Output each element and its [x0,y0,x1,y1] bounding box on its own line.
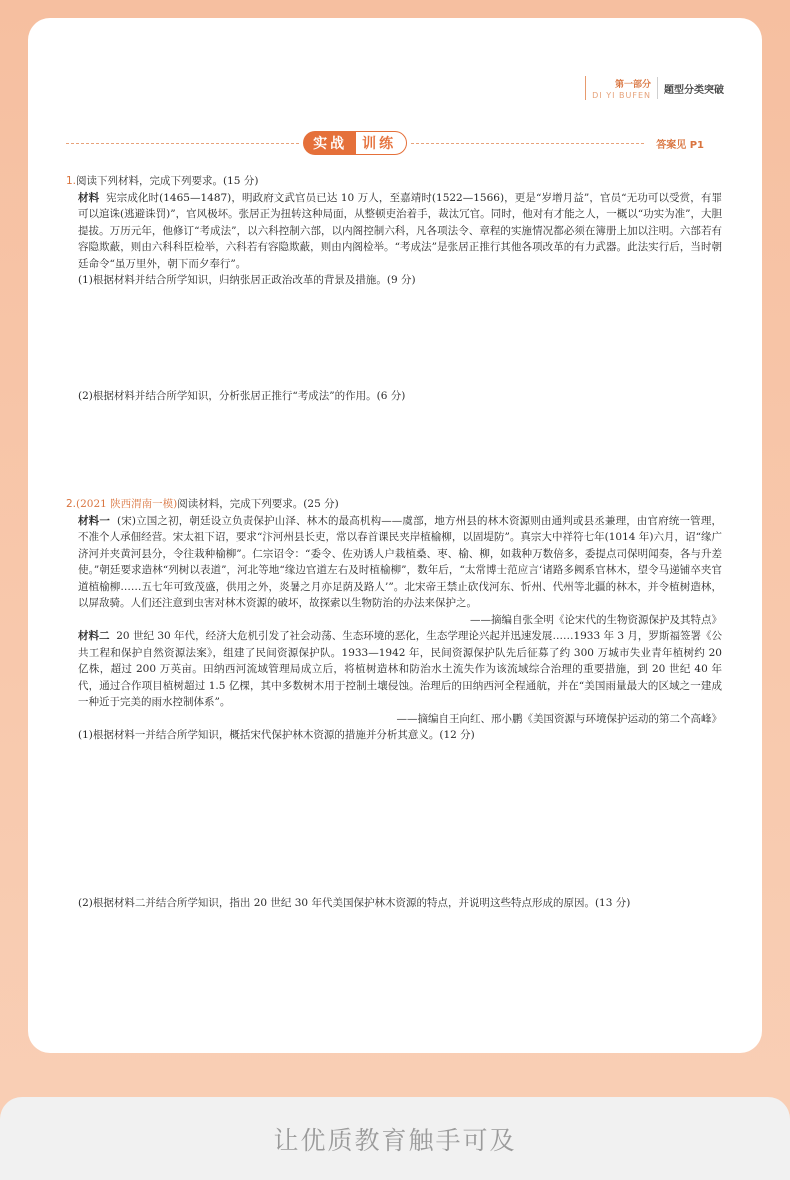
question-2-stem-line [66,496,722,513]
question-1 [66,173,722,289]
question-2-number: 2. [66,498,77,510]
part-label-en: DI YI BUFEN [592,90,651,100]
question-1-stem-line [66,173,722,190]
practice-badge [303,131,407,155]
footer-banner [0,1097,790,1180]
material-1-text: (宋)立国之初，朝廷设立负责保护山泽、林木的最高机构——虞部，地方州县的林木资源则由通判或县丞兼理，由官府统一管理，不准个人承佃经营。宋太祖下诏，要求“汴河州县长吏，常以春首课民夹岸植榆柳，以固堤防”。真宗大中祥符七年(1014 年)六月，诏“缘广济河并夹黄河县分，令往栽种榆柳”。仁宗诏令：“委令、佐劝诱人户栽植桑、枣、榆、柳，如栽种万数倍多，委提点司保明闻奏，各与升差使。”朝廷要求造林“列树以表道”，河北等地“缘边官道左右及时植榆柳”，数年后，“太常博士范应言‘诸路多阙系官林木，望令马递铺卒夹官道植榆柳……五七年可致茂盛，供用之外，炎暑之月亦足荫及路人’”。北宋帝王禁止砍伐河东、忻州、代州等北疆的林木，并令植树造林，以屏敌骑。人们还注意到虫害对林木资源的破坏，故探索以生物防治的办法来保护之。 [78,514,722,609]
page-header [585,73,724,103]
question-2-part-2 [66,895,722,912]
practice-title-row [66,131,704,155]
question-2-sub-2: (2)根据材料二并结合所学知识，指出 20 世纪 30 年代美国保护林木资源的特点，并说明这些特点形成的原因。(13 分) [78,897,631,909]
dashed-line-left [66,143,299,144]
material-text: 宪宗成化时(1465—1487)，明政府文武官员已达 10 万人，至嘉靖时(1522—1566)，更是“岁增月益”，官员“无功可以受赏，有罪可以逭诛(逃避诛罚)”，官风极坏。张居正为扭转这种局面，从整顿吏治着手，裁汰冗官。同时，他对有才能之人，一概以“功实为准”，大胆提拔。万历元年，他修订“考成法”，以六科控制六部，以内阁控制六科，凡各项法令、章程的实施情况都必须在簿册上加以注明。六部若有容隐欺蔽，则由六科科臣检举，六科若有容隐欺蔽，则由内阁检举。“考成法”是张居正推行其他各项改革的有力武器。此法实行后，当时朝廷命令“虽万里外，朝下而夕奉行”。 [78,191,722,270]
dashed-line-right [411,143,644,144]
question-2-material-1 [66,513,722,612]
header-divider [585,76,586,100]
answer-reference: 答案见 P1 [656,139,704,151]
part-label [592,77,651,100]
badge-part-b: 训练 [355,131,407,155]
section-title: 题型分类突破 [664,84,724,96]
material-1-citation: ——摘编自张全明《论宋代的生物资源保护及其特点》 [470,613,722,626]
paper-page [28,18,762,1053]
material-label: 材料 [78,191,100,204]
question-2-sub-1: (1)根据材料一并结合所学知识，概括宋代保护林木资源的措施并分析其意义。(12 分) [78,729,475,741]
question-1-number: 1. [66,175,77,187]
question-2-material-2 [66,628,722,711]
question-1-sub-1: (1)根据材料并结合所学知识，归纳张居正政治改革的背景及措施。(9 分) [78,274,416,286]
question-1-material [66,190,722,273]
question-2-source: (2021 陕西渭南一模) [76,498,178,510]
question-1-sub-2: (2)根据材料并结合所学知识，分析张居正推行“考成法”的作用。(6 分) [78,390,406,402]
badge-part-a: 实战 [303,131,355,155]
question-2-stem: 阅读材料，完成下列要求。(25 分) [177,498,339,510]
footer-slogan: 让优质教育触手可及 [273,1125,517,1155]
part-label-cn: 第一部分 [614,79,651,90]
header-divider-2 [657,77,658,99]
question-2 [66,496,722,744]
question-1-part-2 [66,388,722,405]
question-1-stem: 阅读下列材料，完成下列要求。(15 分) [76,175,259,187]
material-1-label: 材料一 [78,514,110,527]
material-2-citation: ——摘编自王向红、邢小鹏《美国资源与环境保护运动的第二个高峰》 [396,712,722,725]
material-2-label: 材料二 [78,630,110,642]
material-2-text: 20 世纪 30 年代，经济大危机引发了社会动荡、生态环境的恶化，生态学理论兴起并迅速发展……1933 年 3 月，罗斯福签署《公共工程和保护自然资源法案》，组建了民间资源保护队。1933—1942 年，民间资源保护队先后征募了约 300 万城市失业青年植树约 20 亿株，超过 200 万英亩。田纳西河流域管理局成立后，将植树造林和防治水土流失作为该流域综合治理的重要措施，到 20 世纪 40 年代，通过合作项目植树超过 1.5 亿棵，其中多数树木用于控制土壤侵蚀。治理后的田纳西河全程通航，并在“美国雨量最大的区域之一建成一种近于完美的雨水控制体系”。 [78,630,722,708]
